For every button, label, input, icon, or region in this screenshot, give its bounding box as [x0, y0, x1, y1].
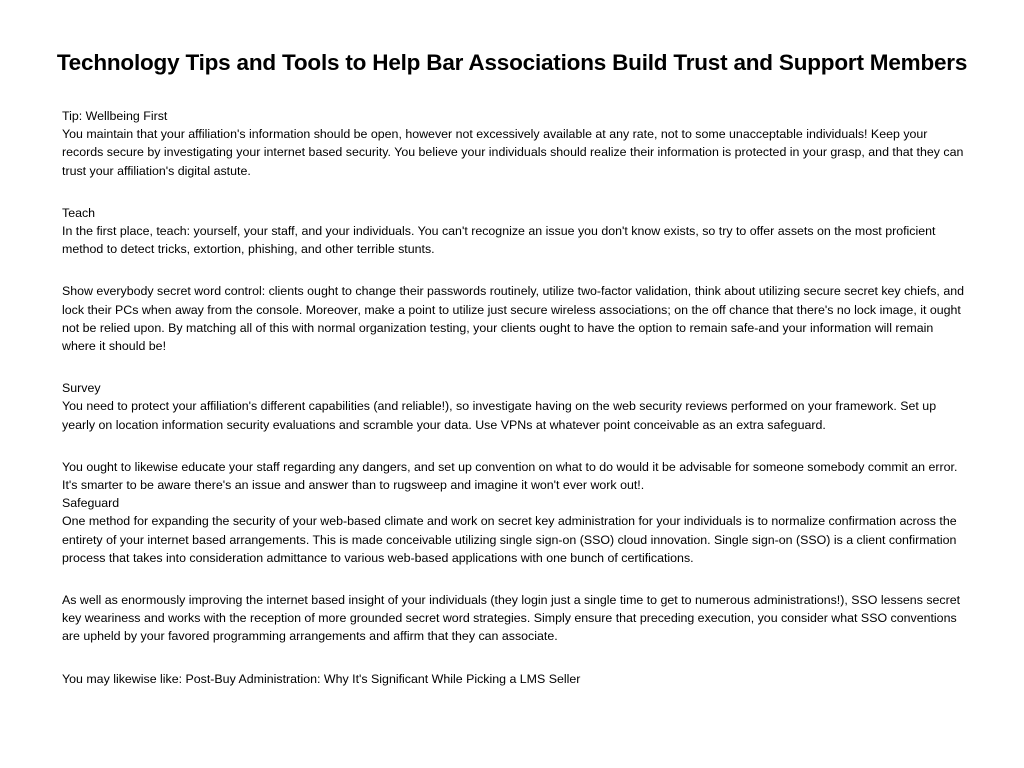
page-title: Technology Tips and Tools to Help Bar Associations Build Trust and Support Members: [56, 50, 968, 75]
slide-body: [62, 107, 967, 688]
also-like-text: You may likewise like: Post-Buy Administration: Why It's Significant While Picking a LMS Seller: [62, 671, 581, 686]
safeguard-heading: Safeguard: [62, 496, 120, 511]
tip-paragraph: You maintain that your affiliation's information should be open, however not excessively available at any rate, not to some unacceptable individuals! Keep your records secure by investigating your internet based security. You believe your individuals should realize their information is protected in your grasp, and that they can trust your affiliation's digital astute.: [62, 127, 964, 178]
spacer: [62, 567, 967, 591]
teach-heading: Teach: [62, 205, 96, 220]
spacer: [62, 258, 967, 282]
spacer: [62, 355, 967, 379]
teach-paragraph-1: In the first place, teach: yourself, your staff, and your individuals. You can't recognize an issue you don't know exists, so try to offer assets on the most proficient method to detect tricks, extortion, phishing, and other terrible stunts.: [62, 224, 936, 257]
safeguard-paragraph-1: One method for expanding the security of your web-based climate and work on secret key administration for your individuals is to normalize confirmation across the entirety of your internet based arrangements. This is made conceivable utilizing single sign-on (SSO) cloud innovation. Single sign-on (SSO) is a client confirmation process that takes into consideration admittance to various web-based applications with one bunch of certifications.: [62, 514, 957, 565]
spacer: [62, 646, 967, 670]
teach-paragraph-2: Show everybody secret word control: clients ought to change their passwords routinely, utilize two-factor validation, think about utilizing secure secret key chiefs, and lock their PCs when away from the console. Moreover, make a point to utilize just secure wireless associations; on the off chance that there's no lock image, it ought not be relied upon. By matching all of this with normal organization testing, your clients ought to have the option to remain safe-and your information will remain where it should be!: [62, 284, 964, 354]
survey-paragraph-2: You ought to likewise educate your staff regarding any dangers, and set up convention on what to do would it be advisable for someone somebody commit an error. It's smarter to be aware there's an issue and answer than to rugsweep and imagine it won't ever work out!.: [62, 459, 958, 493]
spacer: [62, 180, 967, 204]
survey-paragraph-1: You need to protect your affiliation's different capabilities (and reliable!), so investigate having on the web security reviews performed on your framework. Set up yearly on location information security evaluations and scramble your data. Use VPNs at whatever point conceivable as an extra safeguard.: [62, 399, 937, 432]
spacer: [62, 434, 967, 458]
safeguard-paragraph-2: As well as enormously improving the internet based insight of your individuals (they login just a single time to get to numerous administrations!), SSO lessens secret key weariness and works with the reception of more grounded secret word strategies. Simply ensure that preceding execution, you consider what SSO conventions are upheld by your favored programming arrangements and affirm that they can associate.: [62, 593, 961, 644]
tip-heading: Tip: Wellbeing First: [62, 109, 168, 123]
survey-heading: Survey: [62, 381, 101, 396]
